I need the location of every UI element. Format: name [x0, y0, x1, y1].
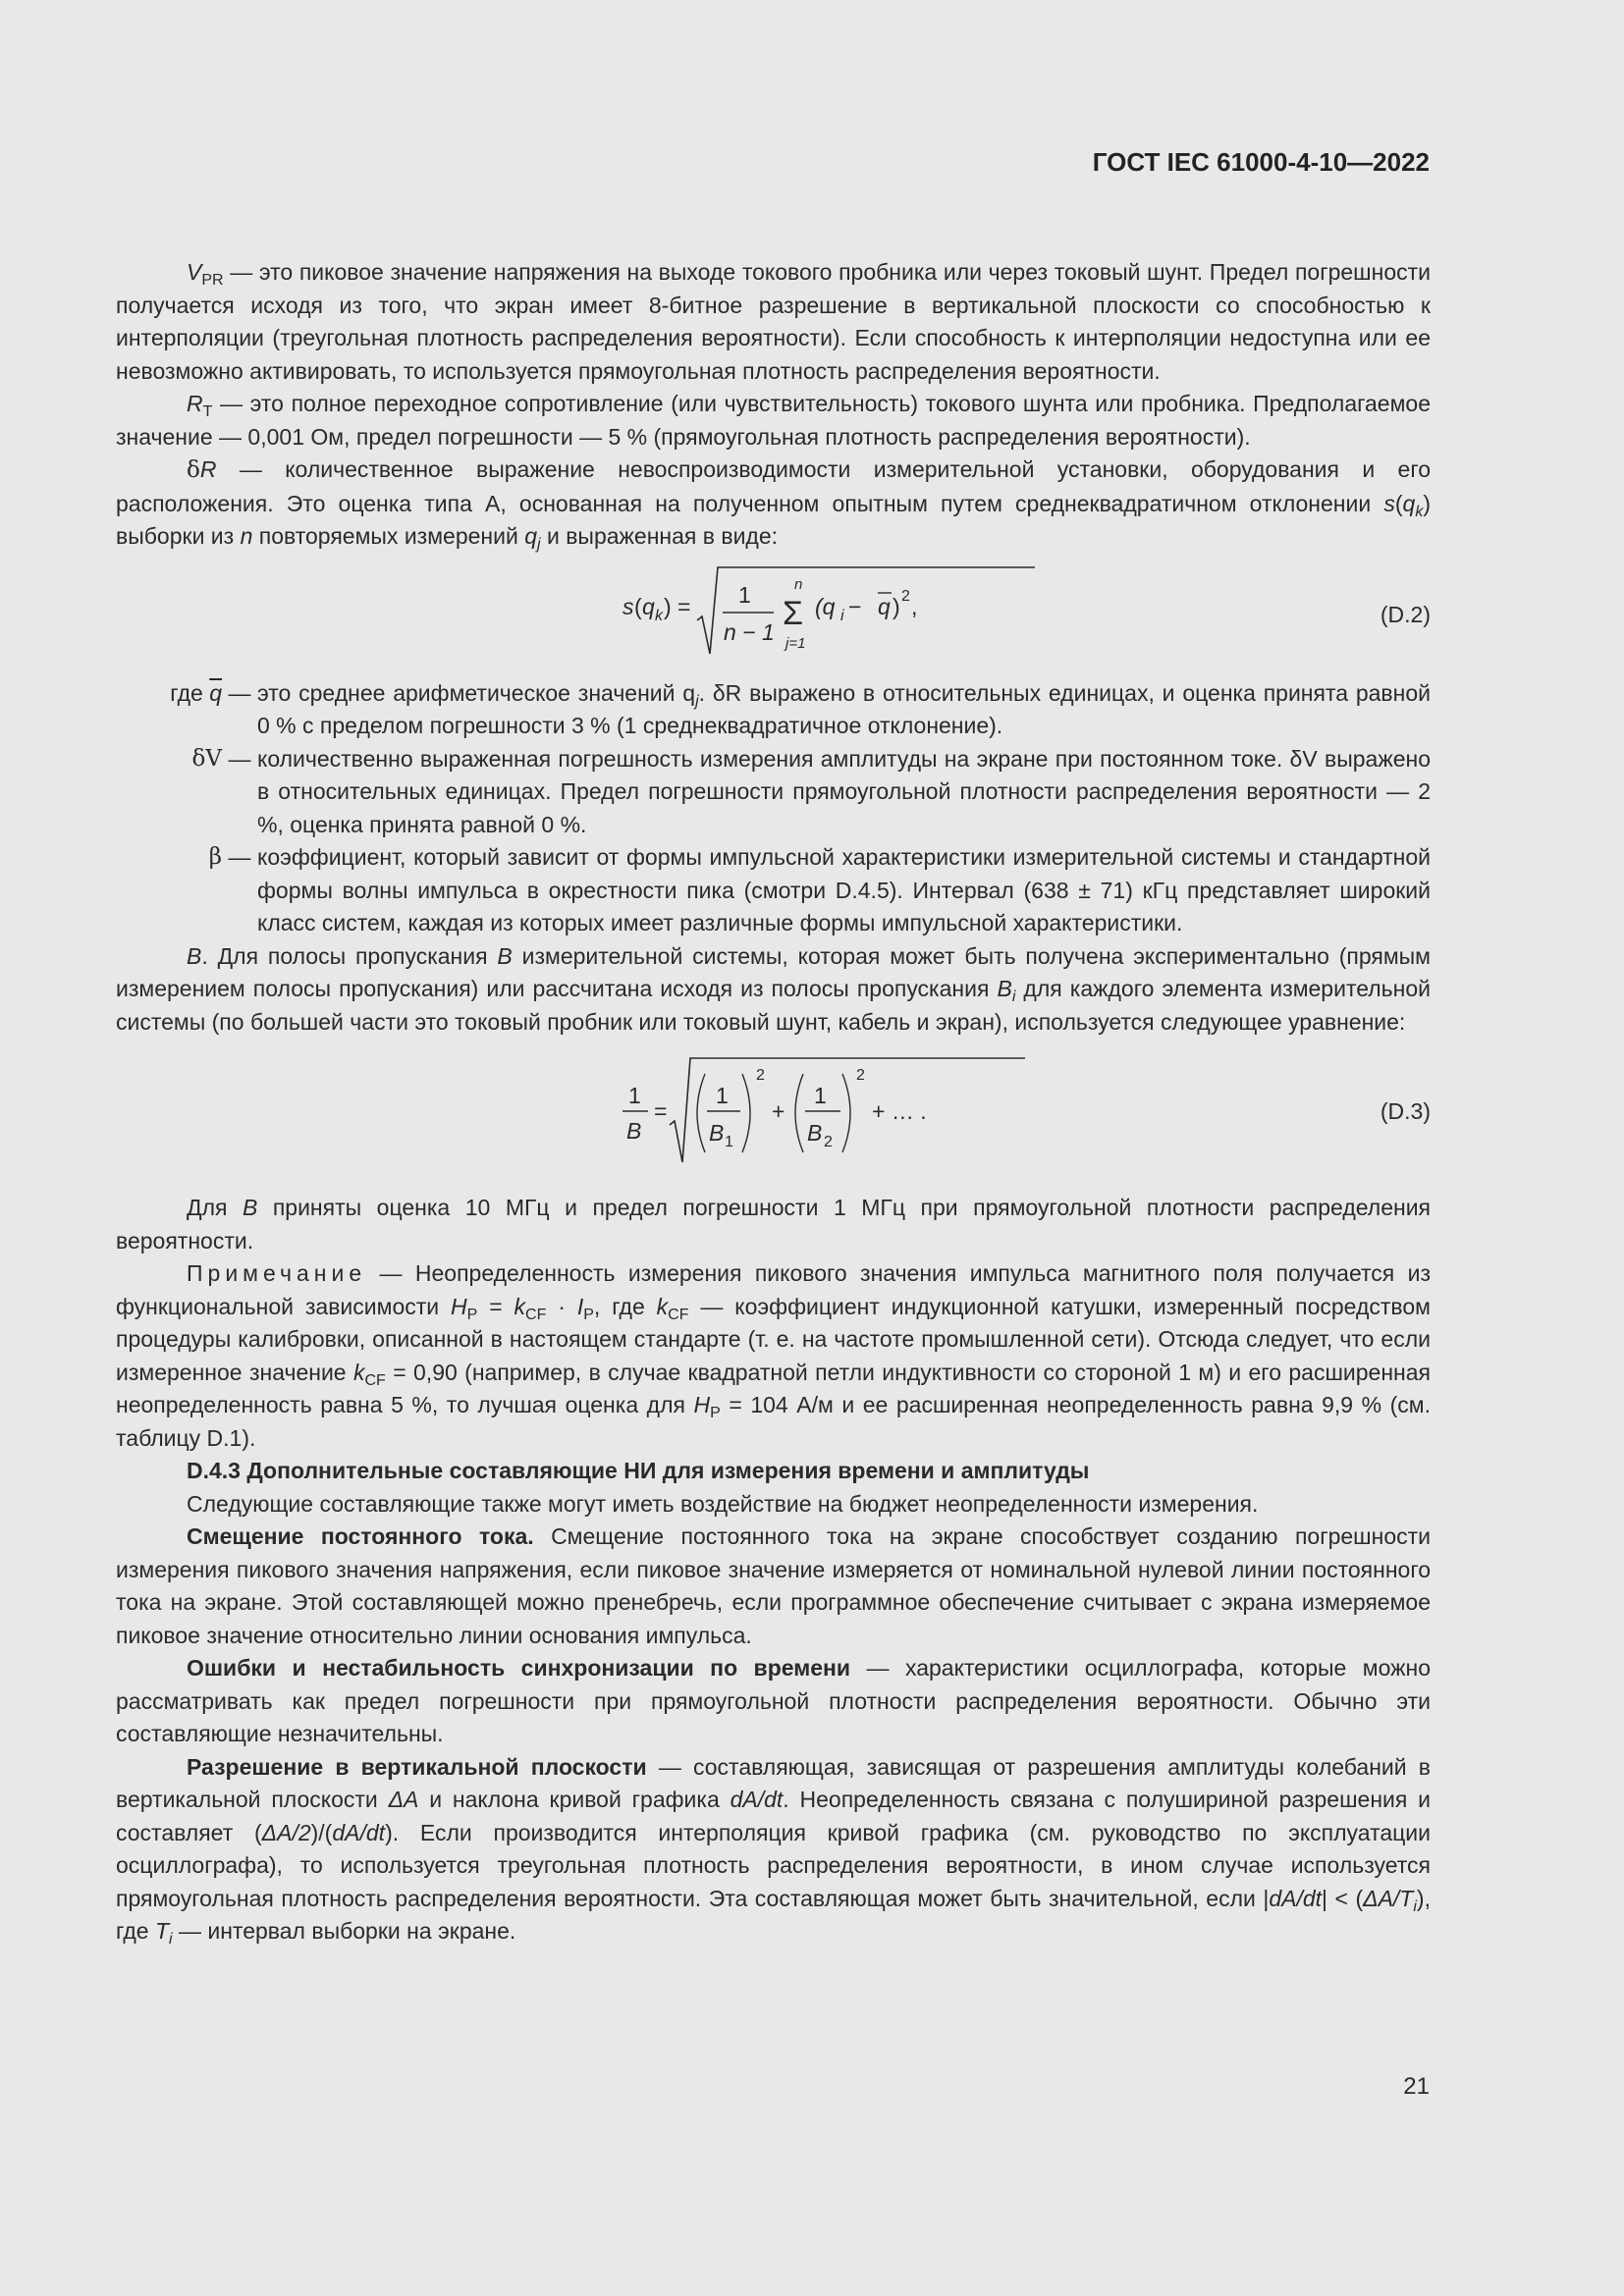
paragraph-for-b: Для B приняты оценка 10 МГц и предел погрешности 1 МГц при прямоугольной плотности распределения вероятности.: [116, 1195, 1432, 1254]
definition-delta-v: δV — количественно выраженная погрешность измерения амплитуды на экране при постоянном токе. δV выражено в относительных единицах. Предел погрешности прямоугольной плотности распределения вероятности — 2 %, оценка принята равной 0 %.: [116, 743, 1431, 842]
formula-d3-paren-2-close: [842, 1074, 850, 1152]
definition-term: β: [208, 844, 222, 870]
formula-d2-k: k: [655, 607, 663, 624]
formula-d2-paren-open: (: [634, 593, 642, 619]
formula-d3-frac2-num: 1: [814, 1083, 827, 1108]
paragraph-vertical-resolution: Разрешение в вертикальной плоскости — составляющая, зависящая от разрешения амплитуды колебаний в вертикальной плоскости ΔA и наклона кривой графика dA/dt. Неопределенность связана с полушириной разрешения и составляет (ΔA/2)/(dA/dt). Если производится интерполяция кривой графика (см. руководство по эксплуатации осциллографа), то используется треугольная плотность распределения вероятности, в ином случае используется прямоугольная плотность распределения вероятности. Эта составляющая может быть значительной, если $|dA/dt| < (\Delta A/T_i)$, где $T_i$ — интервал выборки на экране.: [116, 1753, 1432, 1948]
formula-d3-equals: =: [654, 1098, 668, 1124]
definition-beta: β — коэффициент, который зависит от формы импульсной характеристики измерительной системы и стандартной формы волны импульса в окрестности пика (смотри D.4.5). Интервал (638 ± 71) кГц представляет широкий класс систем, каждая из которых имеет различные формы импульсной характеристики.: [116, 841, 1431, 940]
formula-d2-q: q: [642, 593, 655, 619]
section-heading: D.4.3 Дополнительные составляющие НИ для измерения времени и амплитуды: [187, 1458, 1090, 1483]
document-header: ГОСТ IEC 61000-4-10—2022: [1092, 147, 1430, 177]
formula-d3-frac1-sub: 1: [725, 1134, 733, 1150]
equation-number-d3: (D.3): [1380, 1098, 1431, 1124]
paragraph-bandwidth: B. Для полосы пропускания B измерительной системы, которая может быть получена экспериментально (прямым измерением полосы пропускания) или рассчитана исходя из полосы пропускания $B_i$ для каждого элемента измерительной системы (по большей части это токовый пробник или токовый шунт, кабель и экран), используется следующее уравнение:: [116, 942, 1431, 1035]
formula-d2-sum-sign: Σ: [783, 594, 804, 632]
formula-d2-term-end: ): [893, 593, 900, 619]
formula-d2-comma: ,: [911, 593, 918, 619]
formula-d2-paren-close: ): [664, 593, 672, 619]
equation-number-d2: (D.2): [1380, 601, 1431, 627]
formula-d3: [116, 1052, 1431, 1168]
formula-d2-denominator: n − 1: [724, 618, 775, 645]
definition-term: где $\overline{q}$: [170, 679, 222, 706]
formula-d3-square-1: 2: [756, 1067, 765, 1084]
formula-d2-qbar: q: [878, 593, 891, 619]
page-content: [116, 256, 1431, 1949]
formula-d3-lhs-num: 1: [628, 1083, 641, 1108]
formula-d3-expression: [623, 1052, 1035, 1168]
paragraph-sync: Ошибки и нестабильность синхронизации по времени — характеристики осциллографа, которые можно рассматривать как предел погрешности при прямоугольной плотности распределения вероятности. Обычно эти составляющие незначительны.: [116, 1655, 1431, 1746]
definitions-list: [116, 677, 1431, 940]
formula-d3-frac2-den: B: [807, 1120, 823, 1146]
definition-term: δV: [191, 745, 222, 772]
formula-d2: [116, 563, 1431, 662]
section-intro: Следующие составляющие также могут иметь воздействие на бюджет неопределенности измерения.: [187, 1490, 1259, 1517]
formula-d2-term-i: i: [840, 607, 844, 624]
formula-d3-tail: + … .: [872, 1098, 927, 1124]
paragraph-dc-offset: Смещение постоянного тока. Смещение постоянного тока на экране способствует созданию погрешности измерения пикового значения напряжения, если пиковое значение измеряется от номинальной нулевой линии постоянного тока на экране. Этой составляющей можно пренебречь, если программное обеспечение считывает с экрана измеряемое пиковое значение относительно линии основания импульса.: [116, 1523, 1431, 1648]
formula-d3-paren-1-open: [697, 1074, 705, 1152]
formula-d2-minus: −: [848, 593, 862, 619]
formula-d3-frac2-sub: 2: [824, 1134, 833, 1150]
formula-d3-frac1-num: 1: [716, 1083, 729, 1108]
formula-d2-numerator: 1: [738, 581, 751, 608]
formula-d3-frac1-den: B: [709, 1120, 725, 1146]
formula-d3-lhs-den: B: [626, 1118, 642, 1144]
formula-d2-sum-top: n: [794, 575, 803, 593]
formula-d2-term: (q: [815, 593, 836, 619]
formula-d2-square: 2: [901, 587, 910, 605]
note-label: Примечание: [187, 1260, 367, 1286]
paragraph-rt: $R_T$ — это полное переходное сопротивление (или чувствительность) токового шунта или пробника. Предполагаемое значение — 0,001 Ом, предел погрешности — 5 % (прямоугольная плотность распределения вероятности).: [116, 391, 1431, 450]
formula-d3-plus: +: [772, 1098, 785, 1124]
page-number: 21: [1403, 2073, 1430, 2100]
note-paragraph: Примечание — Неопределенность измерения пикового значения импульса магнитного поля получается из функциональной зависимости $H_P = k_{CF} \cdot I_P$, где $k_{CF}$ — коэффициент индукционной катушки, измеренный посредством процедуры калибровки, описанной в настоящем стандарте (т. е. на частоте промышленной сети). Отсюда следует, что если измеренное значение $k_{CF} = 0,90$ (например, в случае квадратной петли индуктивности со стороной 1 м) и его расширенная неопределенность равна 5 %, то лучшая оценка для $H_P = 104$ А/м и ее расширенная неопределенность равна 9,9 % (см. таблицу D.1).: [116, 1260, 1431, 1451]
formula-d2-sum-bottom: j=1: [785, 634, 806, 652]
formula-d3-paren-1-close: [742, 1074, 750, 1152]
definition-qbar: где $\overline{q}$ — это среднее арифметическое значений $q_j$. δR выражено в относительных единицах, и оценка принята равной 0 % с пределом погрешности 3 % (1 среднеквадратичное отклонение).: [116, 677, 1431, 743]
formula-d3-sqrt: [670, 1058, 1025, 1162]
formula-d2-expression: [623, 563, 1045, 662]
formula-d3-square-2: 2: [856, 1067, 865, 1084]
formula-d3-paren-2-open: [795, 1074, 803, 1152]
formula-d2-equals: =: [677, 593, 691, 619]
paragraph-vpr: $V_{PR}$ — это пиковое значение напряжения на выходе токового пробника или через токовый шунт. Предел погрешности получается исходя из того, что экран имеет 8-битное разрешение в вертикальной плоскости со способностью к интерполяции (треугольная плотность распределения вероятности). Если способность к интерполяции недоступна или ее невозможно активировать, то используется прямоугольная плотность распределения вероятности.: [116, 259, 1431, 384]
formula-d2-s: s: [623, 593, 634, 619]
paragraph-delta-r: δR — количественное выражение невоспроизводимости измерительной установки, оборудования и его расположения. Это оценка типа А, основанная на полученном опытным путем среднеквадратичном отклонении $s(q_k)$ выборки из n повторяемых измерений $q_j$ и выраженная в виде:: [116, 456, 1431, 553]
